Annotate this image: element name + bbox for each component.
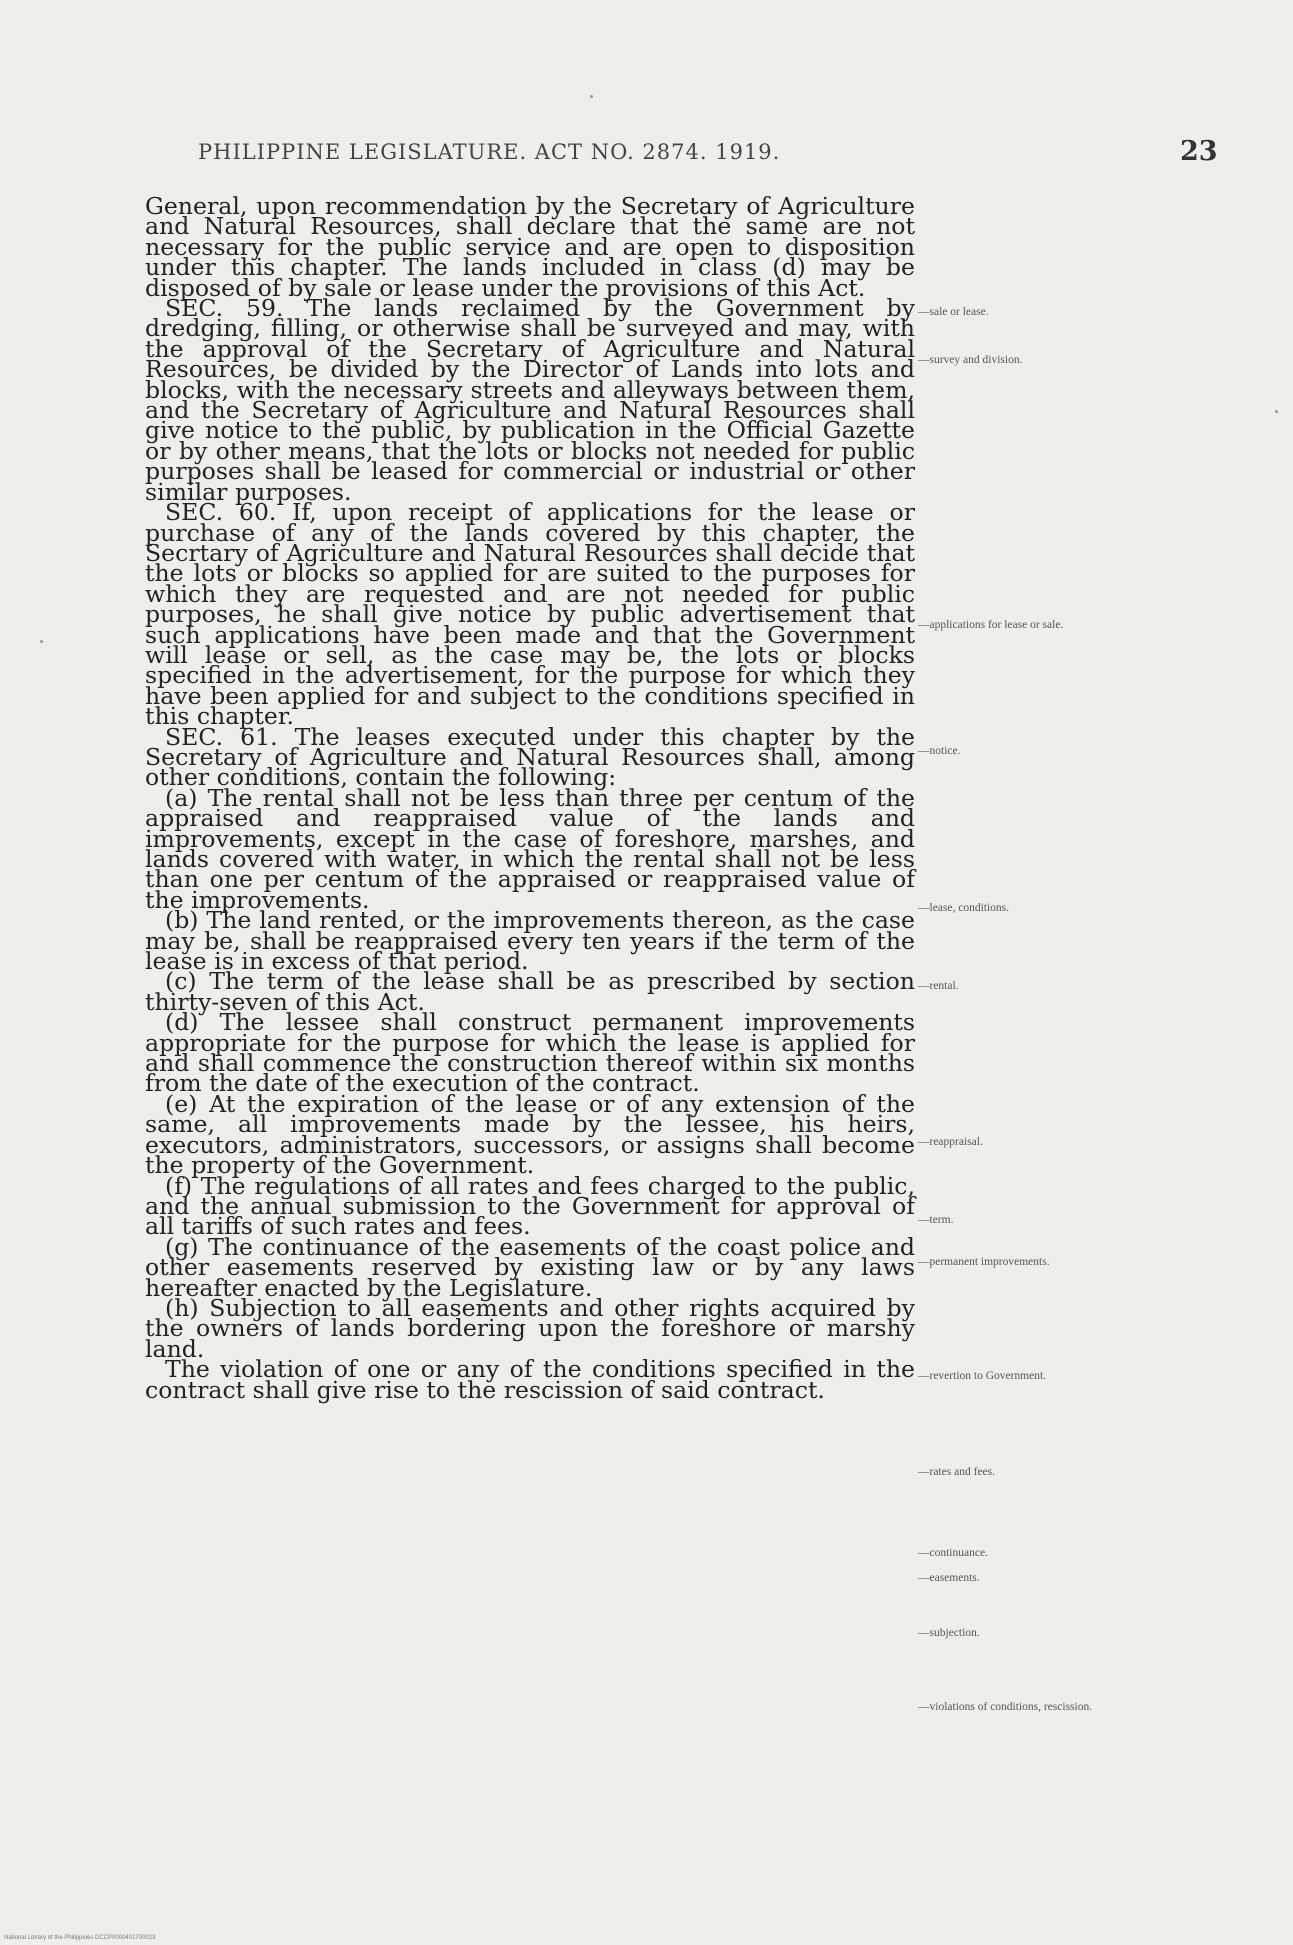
margin-note-rental: —rental. — [918, 980, 959, 992]
margin-note-notice: —notice. — [918, 745, 961, 757]
margin-note-rates-fees: —rates and fees. — [918, 1466, 995, 1478]
clause-b: (b) The land rented, or the improvements thereon, as the case may be, shall be reappraised every ten years if the term of the lease is in excess of that period. — [145, 906, 915, 976]
margin-note-permanent-improvements: —permanent improvements. — [918, 1256, 1050, 1268]
paragraph-sec-59: SEC. 59. The lands reclaimed by the Government by dredging, filling, or otherwise shall be surveyed and may, with the approval of the Secretary of Agriculture and Natural Resources, be divided by the Director of Lands into lots and blocks, with the necessary streets and alleyways between them, and the Secretary of Agriculture and Natural Resources shall give notice to the public, by publication in the Official Gazette or by other means, that the lots or blocks not needed for public purposes shall be leased for commercial or industrial or other similar purposes. — [145, 294, 915, 506]
margin-note-lease-conditions: —lease, conditions. — [918, 902, 1010, 914]
clause-g: (g) The continuance of the easements of the coast police and other easements reserved by existing law or by any laws hereafter enacted by the Legislature. — [145, 1232, 915, 1302]
paragraph-sec-61: SEC. 61. The leases executed under this chapter by the Secretary of Agriculture and Natural Resources shall, among other conditions, contain the following: — [145, 722, 915, 792]
margin-note-applications: —applications for lease or sale. — [918, 619, 1064, 631]
body-text — [145, 192, 915, 1404]
paragraph-continuation: General, upon recommendation by the Secretary of Agriculture and Natural Resources, shall declare that the same are not necessary for the public service and are open to disposition under this chapter. The lands included in class (d) may be disposed of by sale or lease under the provisions of this Act. — [145, 192, 915, 302]
paragraph-violation: The violation of one or any of the conditions specified in the contract shall give rise to the rescission of said contract. — [145, 1355, 915, 1404]
clause-e: (e) At the expiration of the lease or of any extension of the same, all improvements made by the lessee, his heirs, executors, administrators, successors, or assigns shall become the property of the Government. — [145, 1089, 915, 1180]
scan-footer-label: National Library of the Philippines DCCP0000401700023 — [4, 1935, 156, 1941]
margin-note-reappraisal: —reappraisal. — [918, 1136, 983, 1148]
scan-speck — [40, 640, 43, 643]
margin-note-sale-or-lease: —sale or lease. — [918, 306, 989, 318]
page-number: 23 — [1180, 136, 1218, 167]
scan-speck — [1275, 410, 1278, 413]
margin-note-easements: —easements. — [918, 1572, 980, 1584]
margin-note-subjection: —subjection. — [918, 1627, 980, 1639]
clause-h: (h) Subjection to all easements and other rights acquired by the owners of lands bordering upon the foreshore or marshy land. — [145, 1293, 915, 1363]
paragraph-sec-60: SEC. 60. If, upon receipt of applications for the lease or purchase of any of the lands covered by this chapter, the Secrtary of Agriculture and Natural Resources shall decide that the lots or blocks so applied for are suited to the purposes for which they are requested and are not needed for public purposes, he shall give notice by public advertisement that such applications have been made and that the Government will lease or sell, as the case may be, the lots or blocks specified in the advertisement, for the purpose for which they have been applied for and subject to the conditions specified in this chapter. — [145, 498, 915, 731]
margin-note-survey-division: —survey and division. — [918, 354, 1023, 366]
clause-d: (d) The lessee shall construct permanent improvements appropriate for the purpose for which the lease is applied for and shall commence the construction thereof within six months from the date of the execution of the contract. — [145, 1008, 915, 1098]
clause-a: (a) The rental shall not be less than three per centum of the appraised and reappraised value of the lands and improvements, except in the case of foreshore, marshes, and lands covered with water, in which the rental shall not be less than one per centum of the appraised or reappraised value of the improvements. — [145, 783, 915, 914]
running-head: PHILIPPINE LEGISLATURE. ACT NO. 2874. 1919. — [198, 140, 781, 164]
margin-note-violations: —violations of conditions, rescission. — [918, 1701, 1093, 1713]
clause-f: (f) The regulations of all rates and fees charged to the public, and the annual submission to the Government for approval of all tariffs of such rates and fees. — [145, 1171, 915, 1241]
margin-note-revertion: —revertion to Government. — [918, 1370, 1047, 1382]
margin-note-term: —term. — [918, 1214, 954, 1226]
scan-speck — [590, 95, 593, 98]
margin-note-continuance: —continuance. — [918, 1547, 988, 1559]
clause-c: (c) The term of the lease shall be as prescribed by section thirty-seven of this Act. — [145, 967, 915, 1016]
